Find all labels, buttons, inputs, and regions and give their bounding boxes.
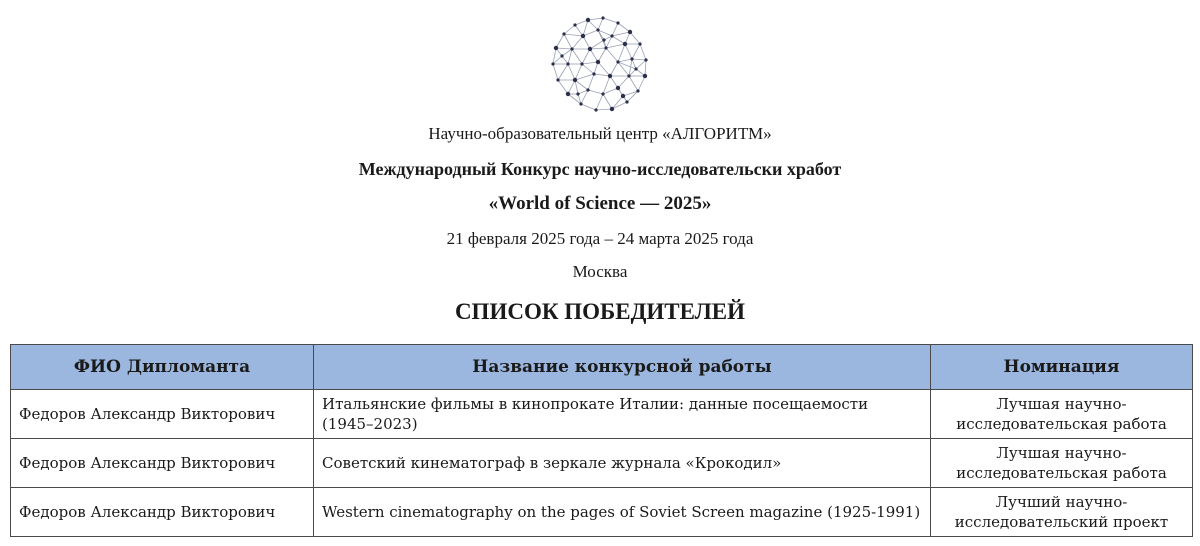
logo-link xyxy=(612,32,630,36)
logo-node xyxy=(560,54,563,57)
logo-link xyxy=(596,94,603,110)
logo-link xyxy=(612,96,623,109)
logo-link xyxy=(618,23,630,32)
logo-node xyxy=(586,18,590,22)
winners-table xyxy=(10,344,1193,537)
table-row xyxy=(11,390,1193,439)
column-header-work: Название конкурсной работы xyxy=(314,345,931,390)
logo-node xyxy=(608,74,612,78)
logo-node xyxy=(623,42,627,46)
column-header-nomination: Номинация xyxy=(931,345,1193,390)
logo-link xyxy=(553,64,558,80)
column-header-name: ФИО Дипломанта xyxy=(11,345,314,390)
logo-node xyxy=(588,47,592,51)
logo-node xyxy=(551,62,554,65)
logo-link xyxy=(558,80,568,94)
logo-node xyxy=(621,94,625,98)
logo-link xyxy=(568,94,581,104)
logo-node xyxy=(636,89,639,92)
logo-node xyxy=(573,23,576,26)
logo-node xyxy=(616,86,620,90)
logo-link xyxy=(575,64,582,80)
logo-link xyxy=(583,30,598,36)
logo-link xyxy=(564,25,575,34)
logo-node xyxy=(554,46,558,50)
logo-link xyxy=(632,59,646,60)
logo-node xyxy=(581,34,585,38)
logo-link xyxy=(594,74,610,76)
logo-node xyxy=(562,32,565,35)
logo-link xyxy=(582,49,590,64)
logo-node xyxy=(566,92,570,96)
logo-link xyxy=(590,40,604,49)
nomination: Лучшая научно-исследовательская работа xyxy=(931,439,1193,488)
logo-link xyxy=(588,90,603,94)
logo-link xyxy=(581,104,596,110)
logo-node xyxy=(594,108,597,111)
logo-link xyxy=(588,74,594,90)
logo-link xyxy=(636,60,646,69)
logo-node xyxy=(580,62,583,65)
logo-node xyxy=(643,74,647,78)
logo-link xyxy=(598,18,603,30)
logo-link xyxy=(618,76,629,88)
logo-link xyxy=(632,44,640,59)
logo-link xyxy=(564,34,583,36)
logo-node xyxy=(628,30,632,34)
logo-link xyxy=(583,36,590,49)
logo-link xyxy=(583,20,588,36)
logo-link xyxy=(588,18,603,20)
logo-link xyxy=(590,48,606,49)
logo-link xyxy=(572,49,582,64)
logo-link xyxy=(612,102,627,109)
logo-link xyxy=(645,60,646,76)
winner-name: Федоров Александр Викторович xyxy=(11,390,314,439)
logo-link xyxy=(582,62,598,64)
logo-link xyxy=(598,62,610,76)
nomination: Лучший научно-исследовательский проект xyxy=(931,488,1193,537)
contest-city: Москва xyxy=(572,262,628,281)
work-title: Western cinematography on the pages of Soviet Screen magazine (1925-1991) xyxy=(314,488,931,537)
logo-link xyxy=(606,44,625,48)
logo-link xyxy=(603,94,612,109)
contest-name: «World of Science — 2025» xyxy=(488,193,712,214)
logo-node xyxy=(596,28,599,31)
logo-link xyxy=(603,18,618,23)
logo-link xyxy=(596,109,612,110)
logo-node xyxy=(610,107,614,111)
logo-link xyxy=(564,34,572,49)
logo-link xyxy=(598,48,606,62)
work-title: Советский кинематограф в зеркале журнала «Крокодил» xyxy=(314,439,931,488)
logo-node xyxy=(596,60,600,64)
logo-node xyxy=(625,100,628,103)
logo-node xyxy=(634,67,637,70)
logo-link xyxy=(630,32,640,44)
logo-link xyxy=(610,62,618,76)
logo-node xyxy=(610,34,613,37)
logo-node xyxy=(566,62,569,65)
logo-node xyxy=(601,92,604,95)
nomination: Лучшая научно-исследовательская работа xyxy=(931,390,1193,439)
logo-node xyxy=(630,57,633,60)
logo-node xyxy=(644,58,647,61)
logo-link xyxy=(590,49,598,62)
logo-link xyxy=(638,76,645,91)
logo-link xyxy=(582,64,594,74)
work-title: Итальянские фильмы в кинопрокате Италии: данные посещаемости (1945–2023) xyxy=(314,390,931,439)
logo-link xyxy=(612,23,618,36)
logo-link xyxy=(558,64,568,80)
contest-title: Международный Конкурс научно-исследовательски хработ xyxy=(358,159,842,179)
logo-node xyxy=(627,74,630,77)
logo-link xyxy=(640,44,646,60)
winner-name: Федоров Александр Викторович xyxy=(11,439,314,488)
logo-node xyxy=(573,78,577,82)
table-row xyxy=(11,488,1193,537)
logo-node xyxy=(638,42,641,45)
logo-node xyxy=(579,102,582,105)
logo-node xyxy=(570,47,573,50)
logo-node xyxy=(601,16,604,19)
table-header-row xyxy=(11,345,1193,390)
logo-link xyxy=(625,44,632,59)
logo-link xyxy=(618,59,632,62)
logo-node xyxy=(602,38,605,41)
logo-node xyxy=(616,60,619,63)
logo-node xyxy=(604,46,607,49)
logo-link xyxy=(568,80,575,94)
logo-link xyxy=(606,48,618,62)
logo-link xyxy=(568,64,575,80)
organization-name: Научно-образовательный центр «АЛГОРИТМ» xyxy=(428,124,772,143)
winner-name: Федоров Александр Викторович xyxy=(11,488,314,537)
logo-link xyxy=(556,34,564,48)
logo-link xyxy=(629,76,638,91)
page-title: СПИСОК ПОБЕДИТЕЛЕЙ xyxy=(454,299,746,324)
table-row xyxy=(11,439,1193,488)
logo-node xyxy=(576,92,579,95)
logo-link xyxy=(618,44,625,62)
network-sphere-logo-icon xyxy=(548,14,654,114)
logo-node xyxy=(556,78,559,81)
logo-link xyxy=(556,48,572,49)
contest-dates: 21 февраля 2025 года – 24 марта 2025 года xyxy=(446,229,754,248)
logo-node xyxy=(586,88,589,91)
logo-link xyxy=(572,36,583,49)
logo-node xyxy=(616,21,619,24)
logo-link xyxy=(575,74,594,80)
logo-link xyxy=(612,36,625,44)
logo-node xyxy=(592,72,595,75)
